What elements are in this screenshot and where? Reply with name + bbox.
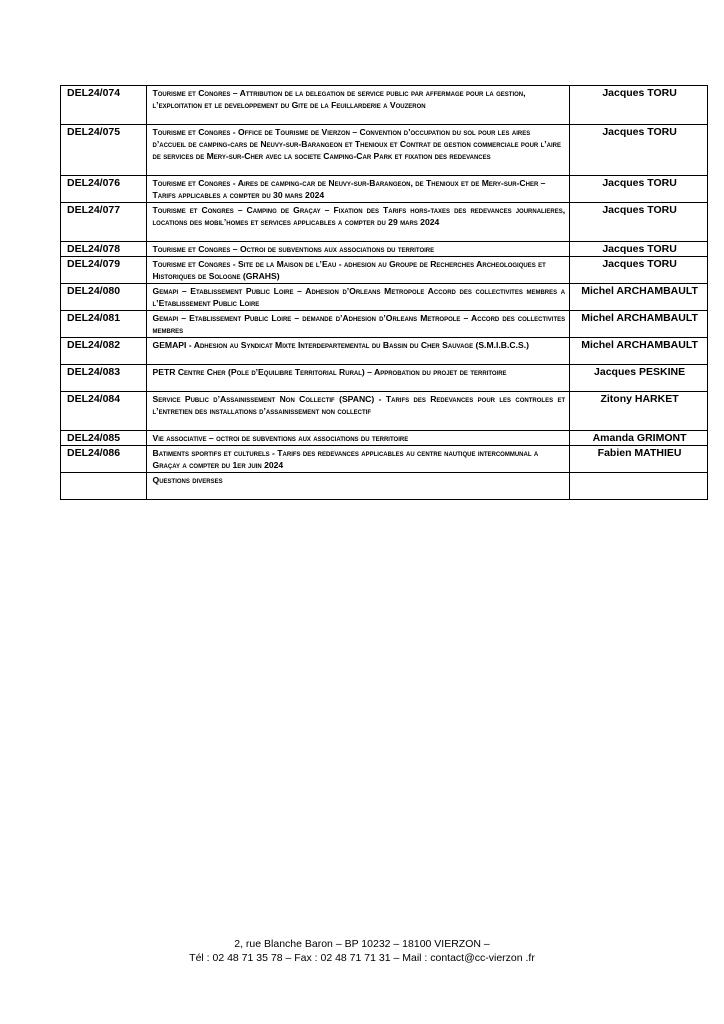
deliberation-code: DEL24/081 xyxy=(67,312,121,324)
deliberation-code-cell xyxy=(61,431,147,446)
subject-text: PETR Centre Cher (Pole d’Equilibre Territorial Rural) – Approbation du projet de territoire xyxy=(152,367,507,377)
deliberation-code-cell xyxy=(61,86,147,125)
deliberation-code: DEL24/077 xyxy=(67,204,121,216)
deliberation-code: DEL24/074 xyxy=(67,87,121,99)
subject-cell xyxy=(146,473,570,500)
speaker-name: Michel ARCHAMBAULT xyxy=(581,312,698,324)
subject-text: Tourisme et Congres - Office de Tourisme de Vierzon – Convention d’occupation du sol pour les aires d’accueil de camping-cars de Neuvy-sur-Barangeon et Thenioux et Contrat de gestion commerciale pour l’aire de services de Mery-sur-Cher avec la societe Camping-Car Park et fixation des redevances xyxy=(152,127,562,161)
agenda-table-body xyxy=(61,86,708,500)
deliberation-code-cell xyxy=(61,311,147,338)
speaker-cell xyxy=(570,176,708,203)
table-row xyxy=(61,446,708,473)
deliberation-code: DEL24/086 xyxy=(67,447,121,459)
speaker-name: Fabien MATHIEU xyxy=(597,447,682,459)
deliberation-code: DEL24/079 xyxy=(67,258,121,270)
deliberation-code: DEL24/082 xyxy=(67,339,121,351)
speaker-cell xyxy=(570,125,708,176)
speaker-cell xyxy=(570,431,708,446)
table-row xyxy=(61,284,708,311)
table-row xyxy=(61,125,708,176)
footer-contact: Tél : 02 48 71 35 78 – Fax : 02 48 71 71 31 – Mail : contact@cc-vierzon .fr xyxy=(189,952,535,964)
subject-text: Tourisme et Congres – Attribution de la delegation de service public par affermage pour la gestion, l’exploitation et le developpement du Gite de la Feuillarderie a Vouzeron xyxy=(152,88,526,110)
speaker-name: Zitony HARKET xyxy=(600,393,679,405)
deliberation-code-cell xyxy=(61,125,147,176)
speaker-name: Jacques TORU xyxy=(602,87,677,99)
speaker-name: Jacques TORU xyxy=(602,243,677,255)
subject-text: Tourisme et Congres – Camping de Graçay – Fixation des Tarifs hors-taxes des redevances journalieres, locations des mobil’homes et services applicables a compter du 29 mars 2024 xyxy=(152,205,566,227)
speaker-cell xyxy=(570,473,708,500)
subject-text: Batiments sportifs et culturels - Tarifs des redevances applicables au centre nautique intercommunal a Graçay a compter du 1er juin 2024 xyxy=(152,448,539,470)
table-row xyxy=(61,338,708,365)
speaker-cell xyxy=(570,86,708,125)
agenda-table xyxy=(60,85,708,500)
deliberation-code-cell xyxy=(61,446,147,473)
table-row xyxy=(61,473,708,500)
table-row xyxy=(61,176,708,203)
subject-text: Tourisme et Congres - Aires de camping-car de Neuvy-sur-Barangeon, de Thenioux et de Mery-sur-Cher – Tarifs applicables a compter du 30 mars 2024 xyxy=(152,178,546,200)
deliberation-code: DEL24/080 xyxy=(67,285,121,297)
speaker-cell xyxy=(570,203,708,242)
footer-address: 2, rue Blanche Baron – BP 10232 – 18100 VIERZON – xyxy=(234,938,490,950)
deliberation-code: DEL24/084 xyxy=(67,393,121,405)
deliberation-code-cell xyxy=(61,473,147,500)
subject-cell xyxy=(146,242,570,257)
speaker-cell xyxy=(570,446,708,473)
speaker-cell xyxy=(570,365,708,392)
table-row xyxy=(61,242,708,257)
table-row xyxy=(61,311,708,338)
subject-cell xyxy=(146,125,570,176)
speaker-name: Michel ARCHAMBAULT xyxy=(581,285,698,297)
speaker-name: Amanda GRIMONT xyxy=(592,432,687,444)
deliberation-code-cell xyxy=(61,365,147,392)
speaker-cell xyxy=(570,338,708,365)
deliberation-code-cell xyxy=(61,338,147,365)
table-row xyxy=(61,431,708,446)
deliberation-code-cell xyxy=(61,257,147,284)
speaker-name: Michel ARCHAMBAULT xyxy=(581,339,698,351)
subject-text: Tourisme et Congres - Site de la Maison de l’Eau - adhesion au Groupe de Recherches Archeologiques et Historiques de Sologne (GRAHS) xyxy=(152,259,546,281)
deliberation-code: DEL24/085 xyxy=(67,432,121,444)
speaker-cell xyxy=(570,311,708,338)
subject-text: Vie associative – octroi de subventions aux associations du territoire xyxy=(152,433,409,443)
table-row xyxy=(61,86,708,125)
subject-cell xyxy=(146,284,570,311)
subject-cell xyxy=(146,446,570,473)
deliberation-code: DEL24/076 xyxy=(67,177,121,189)
deliberation-code: DEL24/078 xyxy=(67,243,121,255)
deliberation-code-cell xyxy=(61,242,147,257)
subject-cell xyxy=(146,311,570,338)
subject-cell xyxy=(146,431,570,446)
subject-text: Questions diverses xyxy=(152,475,223,485)
subject-text: Gemapi – Etablissement Public Loire – demande d’Adhesion d’Orleans Metropole – Accord des collectivites membres xyxy=(152,313,566,335)
subject-text: Service Public d’Assainissement Non Collectif (SPANC) - Tarifs des Redevances pour les controles et l’entretien des installations d’assainissement non collectif xyxy=(152,394,566,416)
speaker-cell xyxy=(570,284,708,311)
subject-cell xyxy=(146,365,570,392)
deliberation-code: DEL24/083 xyxy=(67,366,121,378)
deliberation-code-cell xyxy=(61,203,147,242)
table-row xyxy=(61,257,708,284)
subject-cell xyxy=(146,392,570,431)
deliberation-code-cell xyxy=(61,392,147,431)
subject-text: Tourisme et Congres – Octroi de subventions aux associations du territoire xyxy=(152,244,435,254)
subject-cell xyxy=(146,257,570,284)
speaker-cell xyxy=(570,392,708,431)
table-row xyxy=(61,392,708,431)
speaker-name: Jacques TORU xyxy=(602,204,677,216)
subject-cell xyxy=(146,338,570,365)
speaker-cell xyxy=(570,242,708,257)
deliberation-code-cell xyxy=(61,284,147,311)
speaker-name: Jacques TORU xyxy=(602,258,677,270)
table-row xyxy=(61,203,708,242)
deliberation-code: DEL24/075 xyxy=(67,126,121,138)
subject-text: GEMAPI - Adhesion au Syndicat Mixte Interdepartemental du Bassin du Cher Sauvage (S.M.I.B.C.S.) xyxy=(152,340,529,350)
deliberation-code-cell xyxy=(61,176,147,203)
table-row xyxy=(61,365,708,392)
subject-cell xyxy=(146,86,570,125)
speaker-name: Jacques PESKINE xyxy=(594,366,686,378)
speaker-cell xyxy=(570,257,708,284)
subject-cell xyxy=(146,176,570,203)
speaker-name: Jacques TORU xyxy=(602,126,677,138)
subject-cell xyxy=(146,203,570,242)
subject-text: Gemapi – Etablissement Public Loire – Adhesion d’Orleans Metropole Accord des collectivites membres a l’Etablissement Public Loire xyxy=(152,286,566,308)
speaker-name: Jacques TORU xyxy=(602,177,677,189)
